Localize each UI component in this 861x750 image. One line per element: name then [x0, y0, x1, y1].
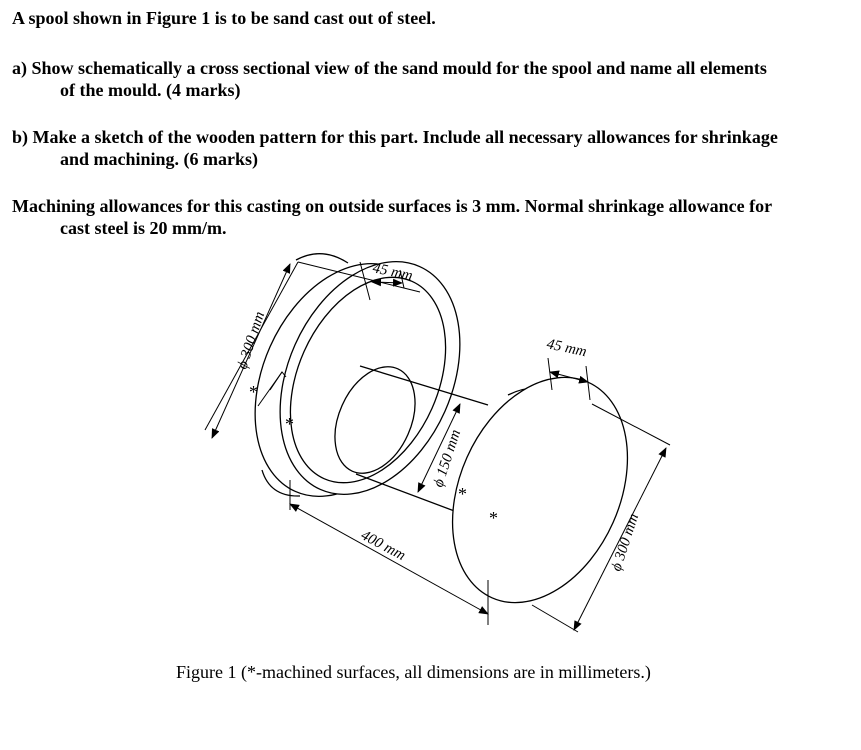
part-a-line1: a) Show schematically a cross sectional view of the sand mould for the spool and name all elements — [12, 58, 767, 78]
part-a-line2: of the mould. (4 marks) — [60, 80, 241, 100]
intro-text: A spool shown in Figure 1 is to be sand cast out of steel. — [12, 8, 436, 28]
right-thickness-label: 45 mm — [545, 336, 589, 361]
machined-mark: * — [285, 414, 294, 434]
part-b-line2: and machining. (6 marks) — [60, 149, 259, 169]
part-b-line1: b) Make a sketch of the wooden pattern for this part. Include all necessary allowances for shrinkage — [12, 127, 778, 147]
right-diameter-label: ϕ 300 mm — [608, 511, 643, 574]
machined-mark: * — [489, 508, 498, 528]
allowance-line1: Machining allowances for this casting on outside surfaces is 3 mm. Normal shrinkage allowance for — [12, 196, 773, 216]
allowance-line2: cast steel is 20 mm/m. — [60, 218, 227, 238]
shaft-diameter-label: ϕ 150 mm — [430, 427, 465, 490]
left-thickness-label: 45 mm — [371, 260, 415, 285]
right-flange — [419, 350, 661, 631]
figure-caption: Figure 1 (*-machined surfaces, all dimensions are in millimeters.) — [176, 662, 651, 682]
length-label: 400 mm — [358, 527, 408, 565]
left-diameter-label: ϕ 300 mm — [234, 309, 269, 372]
machined-mark: * — [458, 484, 467, 504]
machined-mark: * — [249, 382, 258, 402]
